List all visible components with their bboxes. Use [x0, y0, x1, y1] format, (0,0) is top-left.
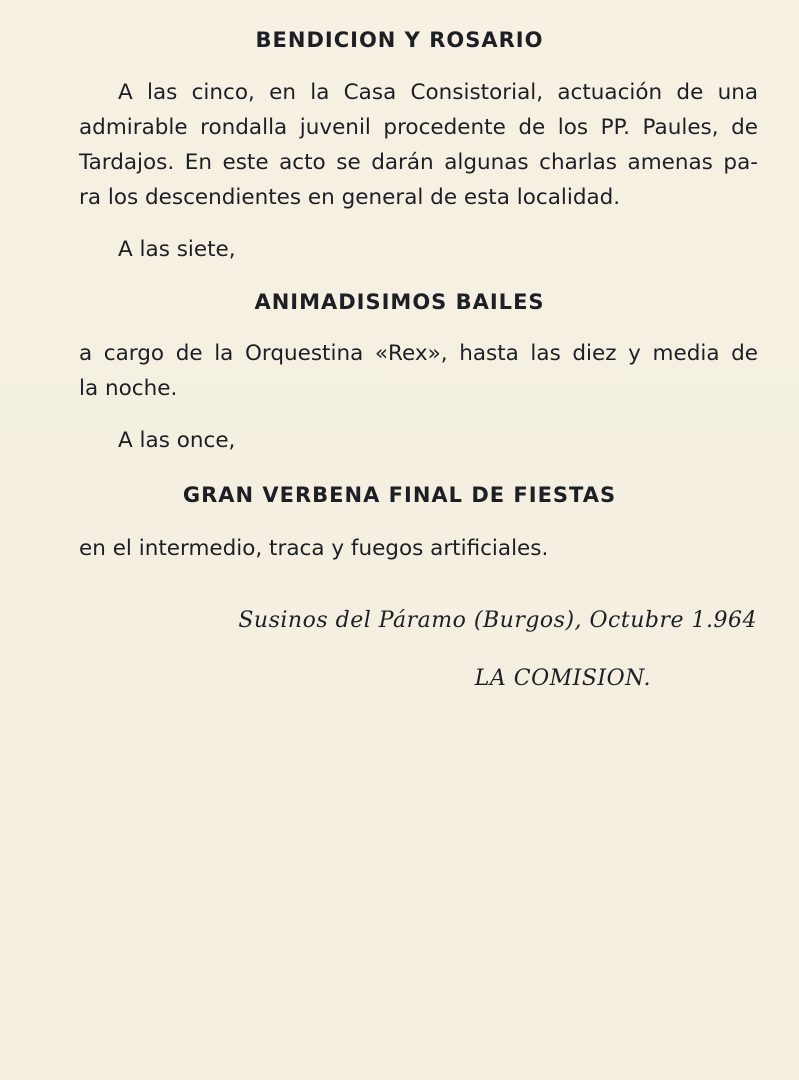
heading-gran-verbena: GRAN VERBENA FINAL DE FIESTAS — [182, 483, 617, 507]
paragraph-intermedio: en el intermedio, traca y fuegos artificiales. — [79, 536, 549, 561]
place-date: Susinos del Páramo (Burgos), Octubre 1.964 — [238, 608, 757, 633]
paragraph-orquestina-line-1: a cargo de la Orquestina «Rex», hasta las diez y media de — [79, 341, 758, 366]
paragraph-once: A las once, — [118, 428, 236, 453]
paragraph-siete: A las siete, — [118, 237, 236, 262]
heading-animadisimos-bailes: ANIMADISIMOS BAILES — [254, 290, 545, 314]
heading-bendicion-rosario: BENDICION Y ROSARIO — [255, 28, 544, 52]
paragraph-cinco-line-2: admirable rondalla juvenil procedente de los PP. Paules, de — [79, 115, 758, 140]
signature: LA COMISION. — [474, 666, 651, 691]
paragraph-orquestina-line-2: la noche. — [79, 376, 178, 401]
paragraph-cinco-line-1: A las cinco, en la Casa Consistorial, actuación de una — [118, 80, 758, 105]
paragraph-cinco-line-3: Tardajos. En este acto se darán algunas charlas amenas pa- — [79, 150, 758, 175]
paragraph-cinco-line-4: ra los descendientes en general de esta localidad. — [79, 185, 621, 210]
